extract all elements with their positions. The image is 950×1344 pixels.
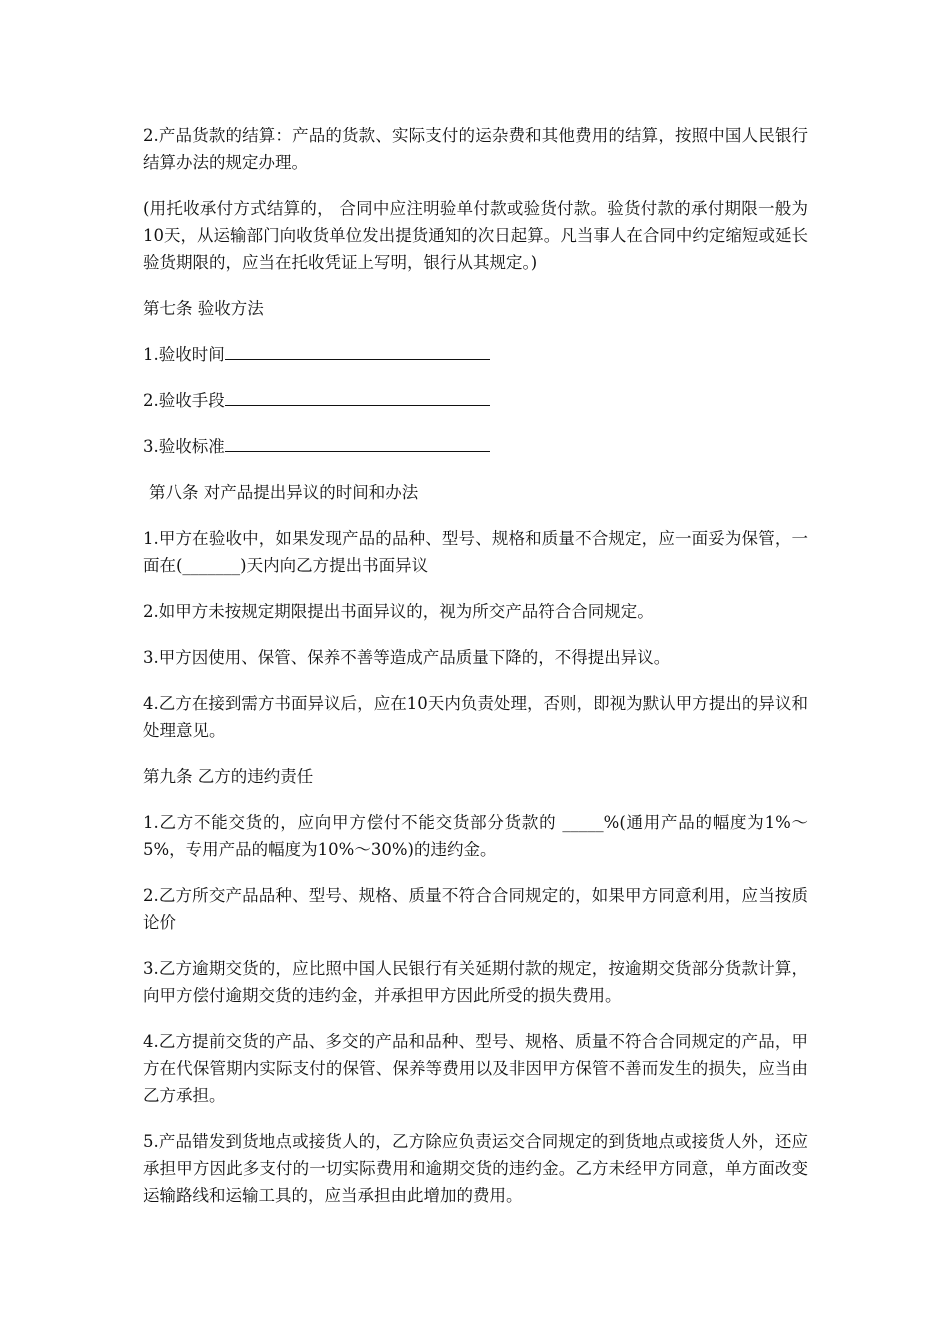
objection-paragraph-3: 3.甲方因使用、保管、保养不善等造成产品质量下降的，不得提出异议。 bbox=[143, 648, 671, 667]
inspection-time-item bbox=[143, 341, 808, 368]
liability-paragraph-4: 4.乙方提前交货的产品、多交的产品和品种、型号、规格、质量不符合合同规定的产品，甲方在代保管期内实际支付的保管、保养等费用以及非因甲方保管不善而发生的损失，应当由乙方承担。 bbox=[143, 1032, 808, 1105]
article-9-heading: 第九条 乙方的违约责任 bbox=[143, 767, 314, 786]
inspection-standard-label: 3.验收标准 bbox=[143, 437, 225, 456]
inspection-standard-item bbox=[143, 433, 808, 460]
inspection-time-blank bbox=[225, 341, 490, 360]
inspection-means-item bbox=[143, 387, 808, 414]
objection-paragraph-2: 2.如甲方未按规定期限提出书面异议的，视为所交产品符合合同规定。 bbox=[143, 602, 654, 621]
article-7-heading: 第七条 验收方法 bbox=[143, 299, 264, 318]
inspection-time-label: 1.验收时间 bbox=[143, 345, 225, 364]
inspection-standard-blank bbox=[225, 433, 490, 452]
document-page bbox=[143, 122, 808, 1228]
objection-paragraph-4: 4.乙方在接到需方书面异议后，应在10天内负责处理，否则，即视为默认甲方提出的异议和处理意见。 bbox=[143, 694, 808, 740]
payment-settlement-paragraph: 2.产品货款的结算：产品的货款、实际支付的运杂费和其他费用的结算，按照中国人民银行结算办法的规定办理。 bbox=[143, 126, 808, 172]
inspection-means-label: 2.验收手段 bbox=[143, 391, 225, 410]
liability-paragraph-2: 2.乙方所交产品品种、型号、规格、质量不符合合同规定的，如果甲方同意利用，应当按质论价 bbox=[143, 886, 808, 932]
objection-paragraph-1: 1.甲方在验收中，如果发现产品的品种、型号、规格和质量不合规定，应一面妥为保管，一面在(_______)天内向乙方提出书面异议 bbox=[143, 529, 808, 575]
collection-note-paragraph: (用托收承付方式结算的， 合同中应注明验单付款或验货付款。验货付款的承付期限一般为10天，从运输部门向收货单位发出提货通知的次日起算。凡当事人在合同中约定缩短或延长验货期限的，应当在托收凭证上写明，银行从其规定。) bbox=[143, 199, 808, 272]
liability-paragraph-5: 5.产品错发到货地点或接货人的，乙方除应负责运交合同规定的到货地点或接货人外，还应承担甲方因此多支付的一切实际费用和逾期交货的违约金。乙方未经甲方同意，单方面改变运输路线和运输工具的，应当承担由此增加的费用。 bbox=[143, 1132, 808, 1205]
liability-paragraph-1: 1.乙方不能交货的，应向甲方偿付不能交货部分货款的 _____%(通用产品的幅度为1%～5%，专用产品的幅度为10%～30%)的违约金。 bbox=[143, 813, 808, 859]
article-8-heading: 第八条 对产品提出异议的时间和办法 bbox=[149, 483, 419, 502]
inspection-means-blank bbox=[225, 387, 490, 406]
liability-paragraph-3: 3.乙方逾期交货的，应比照中国人民银行有关延期付款的规定，按逾期交货部分货款计算，向甲方偿付逾期交货的违约金，并承担甲方因此所受的损失费用。 bbox=[143, 959, 808, 1005]
